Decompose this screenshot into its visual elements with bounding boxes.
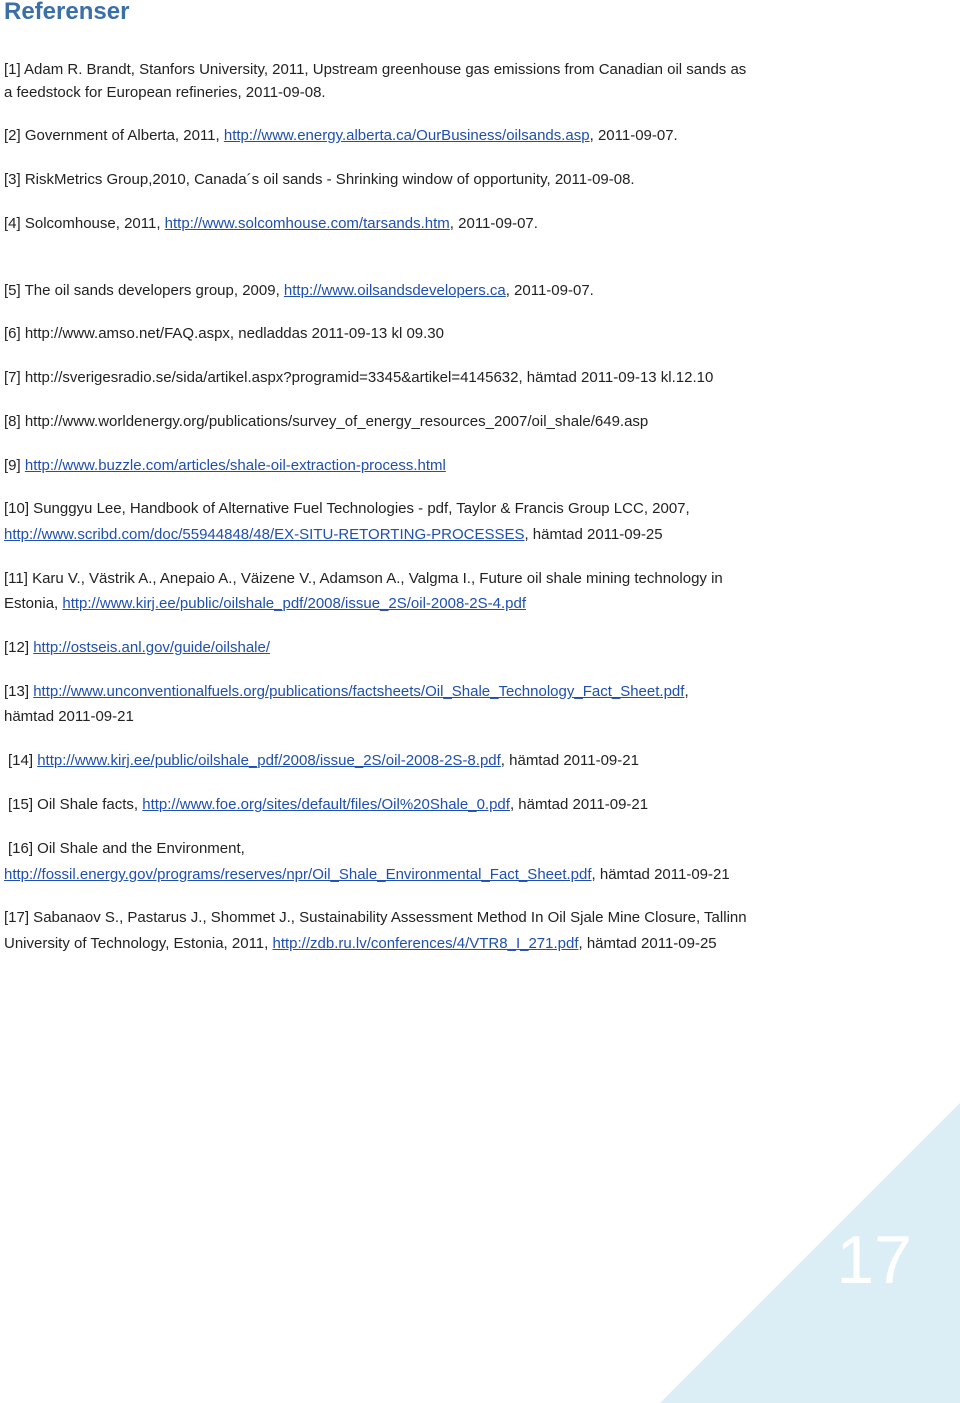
- reference-17-line-1: [17] Sabanaov S., Pastarus J., Shommet J., Sustainability Assessment Method In Oil Sjale Mine Closure, Tallinn: [4, 909, 747, 926]
- reference-13-line-1: [4, 682, 689, 702]
- reference-text: [2] Government of Alberta, 2011,: [4, 127, 224, 144]
- reference-text: , 2011-09-07.: [449, 215, 538, 232]
- corner-decoration: [660, 1103, 960, 1403]
- reference-text: [13]: [4, 683, 34, 700]
- reference-16-line-2: [4, 865, 730, 885]
- reference-1-line-2: a feedstock for European refineries, 2011-09-08.: [4, 84, 326, 101]
- page-number: 17: [836, 1222, 912, 1298]
- reference-text: [5] The oil sands developers group, 2009,: [4, 282, 284, 299]
- reference-text: , 2011-09-07.: [589, 127, 678, 144]
- reference-4-link[interactable]: http://www.solcomhouse.com/tarsands.htm: [164, 215, 450, 232]
- reference-text: , hämtad 2011-09-25: [578, 935, 717, 952]
- reference-text: , 2011-09-07.: [505, 282, 594, 299]
- reference-7: [7] http://sverigesradio.se/sida/artikel.aspx?programid=3345&artikel=4145632, hämtad 2011-09-13 kl.12.10: [4, 369, 714, 386]
- reference-10-line-1: [10] Sunggyu Lee, Handbook of Alternative Fuel Technologies - pdf, Taylor & Francis Group LCC, 2007,: [4, 500, 690, 517]
- reference-2-link[interactable]: http://www.energy.alberta.ca/OurBusiness/oilsands.asp: [223, 127, 590, 144]
- reference-6: [6] http://www.amso.net/FAQ.aspx, nedladdas 2011-09-13 kl 09.30: [4, 325, 444, 342]
- reference-16-link[interactable]: http://fossil.energy.gov/programs/reserves/npr/Oil_Shale_Environmental_Fact_Sheet.pdf: [4, 866, 592, 883]
- reference-5: [4, 281, 594, 301]
- reference-11-line-2: [4, 594, 526, 614]
- reference-12: [4, 638, 270, 658]
- reference-13-line-2: hämtad 2011-09-21: [4, 708, 134, 725]
- reference-9-link[interactable]: http://www.buzzle.com/articles/shale-oil-extraction-process.html: [24, 457, 446, 474]
- reference-text: Estonia,: [4, 595, 63, 612]
- reference-17-line-2: [4, 934, 717, 954]
- reference-text: , hämtad 2011-09-21: [509, 796, 649, 813]
- reference-11-link[interactable]: http://www.kirj.ee/public/oilshale_pdf/2008/issue_2S/oil-2008-2S-4.pdf: [62, 595, 526, 612]
- reference-text: [4] Solcomhouse, 2011,: [4, 215, 165, 232]
- reference-10-link[interactable]: http://www.scribd.com/doc/55944848/48/EX-SITU-RETORTING-PROCESSES: [4, 526, 525, 543]
- reference-10-line-2: [4, 525, 663, 545]
- reference-text: , hämtad 2011-09-21: [500, 752, 639, 769]
- reference-17-link[interactable]: http://zdb.ru.lv/conferences/4/VTR8_I_271.pdf: [272, 935, 579, 952]
- reference-3: [3] RiskMetrics Group,2010, Canada´s oil sands - Shrinking window of opportunity, 2011-09-08.: [4, 171, 635, 188]
- page-title: Referenser: [4, 0, 130, 25]
- reference-text: [15] Oil Shale facts,: [8, 796, 143, 813]
- reference-5-link[interactable]: http://www.oilsandsdevelopers.ca: [283, 282, 506, 299]
- reference-text: [12]: [4, 639, 34, 656]
- reference-15-link[interactable]: http://www.foe.org/sites/default/files/Oil%20Shale_0.pdf: [142, 796, 510, 813]
- reference-text: University of Technology, Estonia, 2011,: [4, 935, 273, 952]
- reference-12-link[interactable]: http://ostseis.anl.gov/guide/oilshale/: [33, 639, 271, 656]
- reference-text: [14]: [8, 752, 38, 769]
- reference-text: , hämtad 2011-09-25: [524, 526, 663, 543]
- reference-14-link[interactable]: http://www.kirj.ee/public/oilshale_pdf/2008/issue_2S/oil-2008-2S-8.pdf: [37, 752, 501, 769]
- reference-text: ,: [684, 683, 689, 700]
- reference-11-line-1: [11] Karu V., Västrik A., Anepaio A., Väizene V., Adamson A., Valgma I., Future oil shale mining technology in: [4, 570, 723, 587]
- reference-8: [8] http://www.worldenergy.org/publications/survey_of_energy_resources_2007/oil_shale/649.asp: [4, 413, 649, 430]
- reference-16-line-1: [16] Oil Shale and the Environment,: [8, 840, 245, 857]
- reference-text: , hämtad 2011-09-21: [591, 866, 730, 883]
- reference-4: [4, 214, 538, 234]
- reference-1-line-1: [1] Adam R. Brandt, Stanfors University, 2011, Upstream greenhouse gas emissions from Canadian oil sands as: [4, 61, 747, 78]
- reference-2: [4, 126, 678, 146]
- reference-text: [9]: [4, 457, 25, 474]
- reference-15: [8, 795, 648, 815]
- reference-13-link[interactable]: http://www.unconventionalfuels.org/publications/factsheets/Oil_Shale_Technology_Fact_Sheet.pdf: [33, 683, 685, 700]
- reference-9: [4, 456, 446, 476]
- reference-14: [8, 751, 639, 771]
